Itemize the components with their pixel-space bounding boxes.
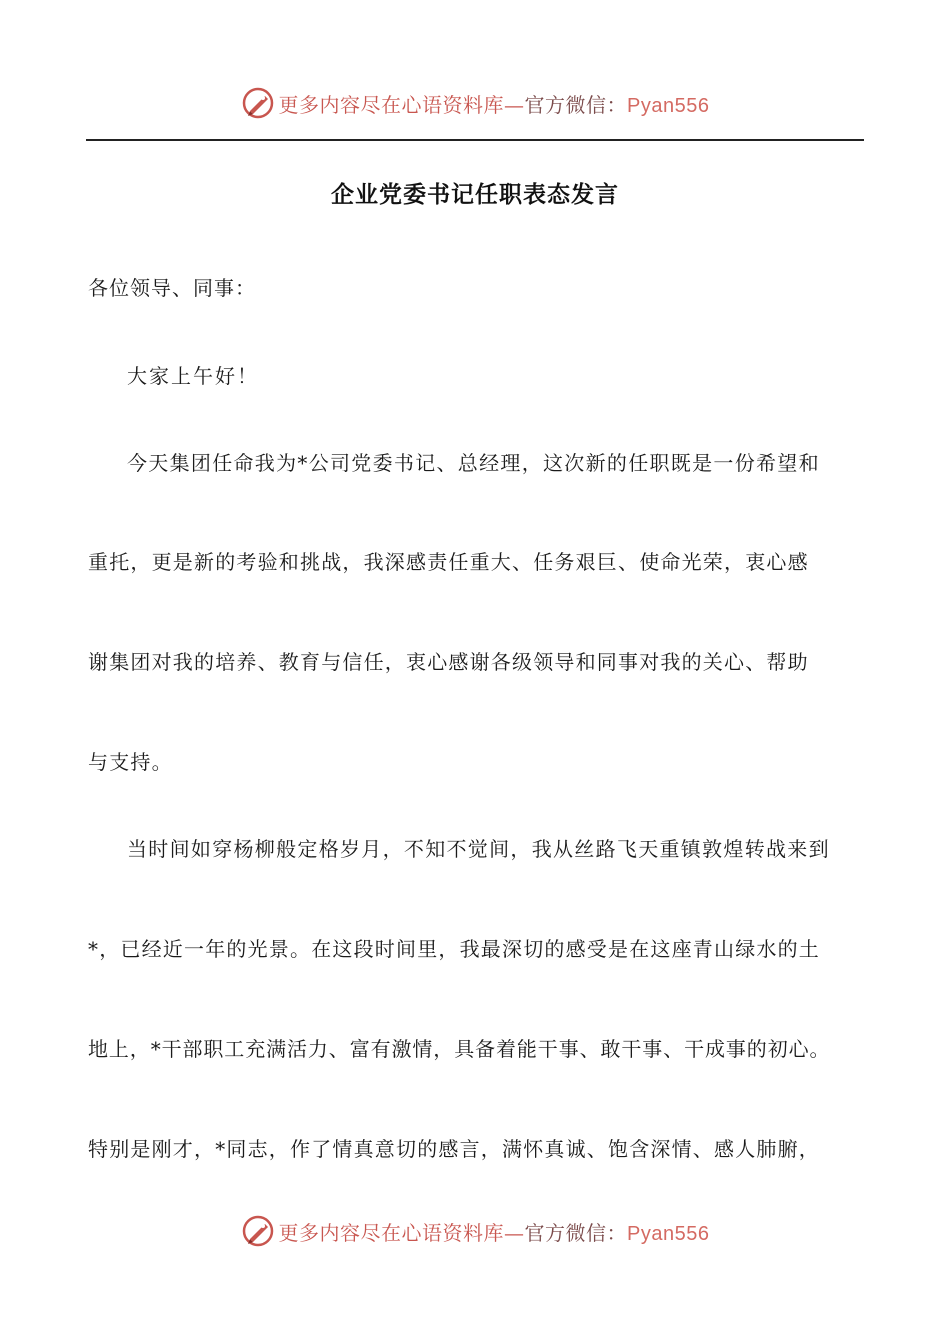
footer-banner [0, 1211, 950, 1251]
banner-handle: Pyan556 [627, 94, 710, 117]
paragraph-2-line-2: *，已经近一年的光景。在这段时间里，我最深切的感受是在这座青山绿水的土 [88, 937, 820, 961]
paragraph-1-line-1: 今天集团任命我为*公司党委书记、总经理，这次新的任职既是一份希望和 [127, 451, 820, 475]
header-banner [0, 83, 950, 123]
greeting: 大家上午好！ [127, 364, 259, 388]
banner-text [279, 89, 710, 118]
paragraph-1-line-4: 与支持。 [88, 750, 173, 774]
banner-wechat-label: 官方微信： [524, 1220, 628, 1245]
header-divider [86, 139, 864, 141]
banner-handle: Pyan556 [627, 1222, 710, 1245]
pen-logo-icon [241, 1214, 275, 1248]
document-title: 企业党委书记任职表态发言 [331, 181, 619, 208]
paragraph-1-line-3: 谢集团对我的培养、教育与信任，衷心感谢各级领导和同事对我的关心、帮助 [88, 650, 809, 674]
paragraph-1-line-2: 重托，更是新的考验和挑战，我深感责任重大、任务艰巨、使命光荣，衷心感 [88, 550, 809, 574]
salutation: 各位领导、同事： [88, 276, 256, 300]
pen-logo-icon [241, 86, 275, 120]
banner-promo: 更多内容尽在心语资料库— [278, 1220, 525, 1245]
paragraph-2-line-3: 地上，*干部职工充满活力、富有激情，具备着能干事、敢干事、干成事的初心。 [88, 1037, 831, 1061]
banner-promo: 更多内容尽在心语资料库— [278, 92, 525, 117]
paragraph-2-line-4: 特别是刚才，*同志，作了情真意切的感言，满怀真诚、饱含深情、感人肺腑， [88, 1137, 820, 1161]
paragraph-2-line-1: 当时间如穿杨柳般定格岁月，不知不觉间，我从丝路飞天重镇敦煌转战来到 [127, 837, 830, 861]
banner-text [279, 1217, 710, 1246]
banner-wechat-label: 官方微信： [524, 92, 628, 117]
